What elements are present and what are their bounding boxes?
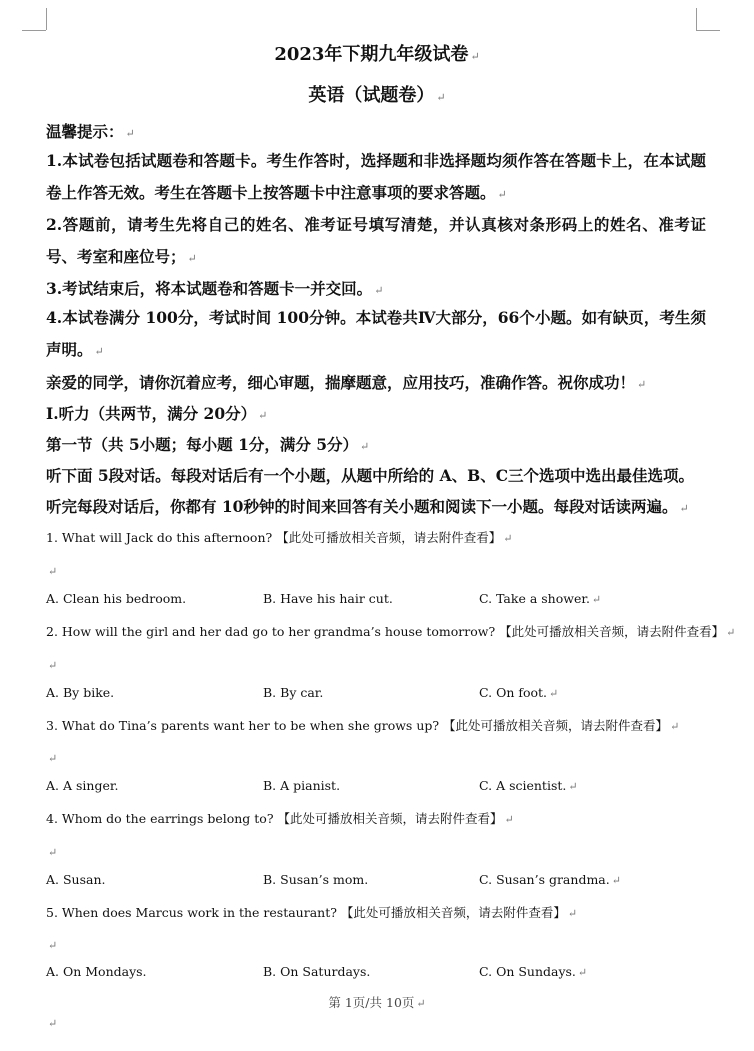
question-text: 5. When does Marcus work in the restaurant? 【此处可播放相关音频，请去附件查看】 [46, 905, 566, 920]
crop-mark [46, 8, 47, 30]
paragraph-mark-icon: ↵ [549, 687, 559, 700]
option-b[interactable] [263, 964, 370, 979]
option-c[interactable] [479, 591, 601, 606]
exam-subtitle-text: 英语（试题卷） [308, 85, 435, 106]
paragraph-mark-icon: ↵ [48, 939, 58, 952]
part-title [46, 402, 267, 424]
question-text: 3. What do Tina’s parents want her to be when she grows up? 【此处可播放相关音频，请去附件查看】 [46, 718, 669, 733]
paragraph-mark-icon: ↵ [504, 813, 514, 826]
paragraph-mark-icon: ↵ [374, 284, 384, 297]
option-b[interactable] [263, 685, 323, 700]
option-a[interactable] [46, 872, 105, 887]
paragraph-mark-icon: ↵ [591, 593, 602, 606]
crop-mark [22, 30, 46, 31]
option-b[interactable] [263, 591, 393, 606]
notice-item-text: 1.本试卷包括试题卷和答题卡。考生作答时，选择题和非选择题均须作答在答题卡上，在本试题卷上作答无效。考生在答题卡上按答题卡中注意事项的要求答题。 [46, 151, 706, 202]
paragraph-mark-icon: ↵ [94, 345, 104, 358]
option-text: A. Clean his bedroom. [46, 591, 187, 606]
paragraph-mark-icon: ↵ [48, 752, 58, 765]
paragraph-mark-icon: ↵ [679, 502, 689, 515]
paragraph-mark-icon: ↵ [637, 378, 647, 391]
question-1 [46, 528, 512, 546]
page-footer [0, 993, 754, 1011]
option-text: C. On Sundays. [479, 964, 576, 979]
paragraph-mark-icon: ↵ [360, 440, 370, 453]
paragraph-mark-icon: ↵ [258, 409, 268, 422]
greeting-text: 亲爱的同学，请你沉着应考，细心审题，揣摩题意，应用技巧，准确作答。祝你成功！ [46, 373, 636, 392]
paragraph-mark-icon: ↵ [567, 907, 578, 920]
option-c[interactable] [479, 778, 578, 793]
option-text: B. A pianist. [263, 778, 341, 793]
instruction-text: 听下面 5段对话。每段对话后有一个小题，从题中所给的 A、B、C三个选项中选出最佳选项。 [46, 466, 695, 485]
notice-heading-text: 温馨提示： [46, 122, 124, 141]
question-3 [46, 716, 679, 734]
option-a[interactable] [46, 685, 114, 700]
option-b[interactable] [263, 872, 368, 887]
greeting [46, 371, 646, 393]
section-title-text: 第一节（共 5小题；每小题 1分，满分 5分） [46, 435, 359, 454]
question-5 [46, 903, 577, 921]
option-a[interactable] [46, 778, 118, 793]
option-text: A. By bike. [46, 685, 115, 700]
instruction-line-2 [46, 495, 689, 517]
paragraph-mark-icon: ↵ [48, 659, 58, 672]
exam-subtitle [0, 81, 754, 107]
question-4 [46, 809, 514, 827]
option-b[interactable] [263, 778, 340, 793]
option-text: B. Have his hair cut. [263, 591, 393, 606]
paragraph-mark-icon: ↵ [577, 966, 588, 979]
option-text: A. A singer. [46, 778, 119, 793]
crop-mark [696, 8, 697, 30]
notice-item-2 [46, 209, 706, 275]
question-text: 2. How will the girl and her dad go to her grandma’s house tomorrow? 【此处可播放相关音频，请去附件查看】 [46, 624, 725, 639]
exam-title [0, 40, 754, 66]
notice-item-text: 3.考试结束后，将本试题卷和答题卡一并交回。 [46, 279, 373, 298]
option-text: A. On Mondays. [46, 964, 147, 979]
section-title [46, 433, 369, 455]
option-text: C. On foot. [479, 685, 548, 700]
option-text: B. By car. [263, 685, 324, 700]
paragraph-mark-icon: ↵ [48, 565, 58, 578]
instruction-text: 听完每段对话后，你都有 10秒钟的时间来回答有关小题和阅读下一小题。每段对话读两遍。 [46, 497, 678, 516]
question-2 [46, 622, 735, 640]
part-title-text: Ⅰ.听力（共两节，满分 20分） [46, 404, 257, 423]
option-text: C. A scientist. [479, 778, 567, 793]
crop-mark [696, 30, 720, 31]
paragraph-mark-icon: ↵ [503, 532, 513, 545]
question-text: 1. What will Jack do this afternoon? 【此处可播放相关音频，请去附件查看】 [46, 530, 502, 545]
option-a[interactable] [46, 591, 186, 606]
option-text: C. Take a shower. [479, 591, 590, 606]
paragraph-mark-icon: ↵ [611, 874, 621, 887]
option-c[interactable] [479, 685, 558, 700]
notice-item-text: 2.答题前，请考生先将自己的姓名、准考证号填写清楚，并认真核对条形码上的姓名、准考证号、考室和座位号； [46, 215, 706, 266]
exam-title-text: 2023年下期九年级试卷 [274, 44, 469, 65]
option-text: B. On Saturdays. [263, 964, 371, 979]
paragraph-mark-icon: ↵ [470, 50, 480, 63]
notice-item-1 [46, 145, 706, 211]
notice-item-text: 4.本试卷满分 100分，考试时间 100分钟。本试卷共Ⅳ大部分，66个小题。如有缺页，考生须声明。 [46, 308, 706, 359]
paragraph-mark-icon: ↵ [726, 626, 736, 639]
paragraph-mark-icon: ↵ [48, 846, 58, 859]
paragraph-mark-icon: ↵ [670, 720, 680, 733]
paragraph-mark-icon: ↵ [497, 188, 507, 201]
option-c[interactable] [479, 964, 587, 979]
paragraph-mark-icon: ↵ [125, 127, 135, 140]
paragraph-mark-icon: ↵ [187, 252, 197, 265]
option-text: C. Susan’s grandma. [479, 872, 610, 887]
paragraph-mark-icon: ↵ [568, 780, 578, 793]
notice-heading [46, 120, 135, 142]
option-text: B. Susan’s mom. [263, 872, 369, 887]
instruction-line-1 [46, 464, 694, 486]
notice-item-3 [46, 277, 383, 299]
option-c[interactable] [479, 872, 621, 887]
paragraph-mark-icon: ↵ [48, 1017, 58, 1030]
paragraph-mark-icon: ↵ [436, 91, 446, 104]
paragraph-mark-icon: ↵ [416, 997, 426, 1010]
notice-item-4 [46, 302, 706, 368]
page-number: 第 1页/共 10页 [328, 995, 415, 1010]
option-text: A. Susan. [46, 872, 106, 887]
option-a[interactable] [46, 964, 147, 979]
question-text: 4. Whom do the earrings belong to? 【此处可播放相关音频，请去附件查看】 [46, 811, 503, 826]
